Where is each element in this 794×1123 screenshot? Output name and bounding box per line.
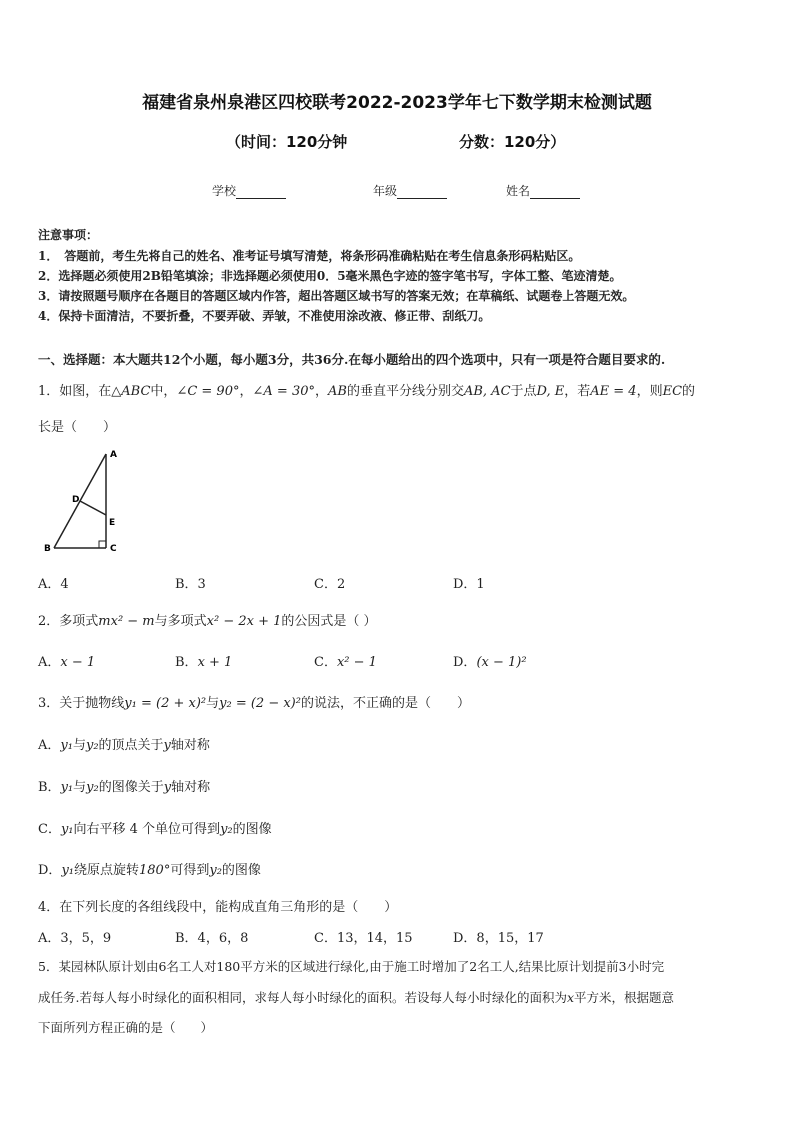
question-5-line2 xyxy=(38,988,674,1006)
option-math: y₂ xyxy=(85,738,99,753)
option-text: 与 xyxy=(72,738,86,753)
option-value: x − 1 xyxy=(60,655,96,670)
q1-option-a[interactable]: A．4 xyxy=(38,577,69,592)
q1-segment-ab: AB xyxy=(328,384,347,399)
q3-text: 的说法，不正确的是（ ） xyxy=(300,696,470,711)
notice-item: 1． 答题前，考生先将自己的姓名、准考证号填写清楚，将条形码准确粘贴在考生信息条形码粘贴区。 xyxy=(38,249,581,263)
option-text: 轴对称 xyxy=(170,738,210,753)
option-text: 与 xyxy=(73,780,87,795)
option-label: D． xyxy=(453,655,477,670)
q3-text: 3．关于抛物线 xyxy=(38,696,125,711)
notice-item: 4．保持卡面清洁，不要折叠，不要弄破、弄皱，不准使用涂改液、修正带、刮纸刀。 xyxy=(38,309,491,323)
q4-option-b[interactable]: B．4，6，8 xyxy=(175,931,249,946)
school-field xyxy=(212,182,286,199)
question-1-line2: 长是（ ） xyxy=(38,420,117,435)
q5-text: 成任务.若每人每小时绿化的面积相同，求每人每小时绿化的面积。若设每人每小时绿化的面积为 xyxy=(38,990,567,1005)
option-math: y₂ xyxy=(209,863,222,878)
exam-score: 分数：120分） xyxy=(459,133,566,151)
q2-poly-2: x² − 2x + 1 xyxy=(206,614,282,629)
option-math: y xyxy=(163,738,171,753)
option-label: C． xyxy=(38,822,61,837)
q1-segments: AB, AC xyxy=(463,384,511,399)
name-field xyxy=(506,182,580,199)
option-math: y xyxy=(163,780,172,795)
q4-option-c[interactable]: C．13，14，15 xyxy=(314,931,413,946)
section-heading: 一、选择题：本大题共12个小题，每小题3分，共36分.在每小题给出的四个选项中，只有一项是符合题目要求的. xyxy=(38,352,666,367)
question-4-stem: 4．在下列长度的各组线段中，能构成直角三角形的是（ ） xyxy=(38,900,398,915)
q1-text: 中， xyxy=(150,384,177,399)
name-blank[interactable] xyxy=(530,186,580,199)
q5-text: 平方米，根据题意 xyxy=(574,990,675,1005)
name-label: 姓名 xyxy=(506,184,531,198)
grade-field xyxy=(373,182,447,199)
q4-option-a[interactable]: A．3，5，9 xyxy=(38,931,112,946)
q5-variable: x xyxy=(566,990,575,1005)
option-text: 的顶点关于 xyxy=(98,738,164,753)
question-2-stem xyxy=(38,610,377,629)
exam-time: （时间：120分钟 xyxy=(226,133,348,151)
q1-triangle: △ABC xyxy=(111,384,151,399)
notice-heading: 注意事项： xyxy=(38,228,99,242)
q1-ae: AE = 4 xyxy=(590,384,637,399)
q2-text: 的公因式是（ ） xyxy=(281,614,377,629)
option-text: 绕原点旋转 xyxy=(74,863,140,878)
option-math: 180° xyxy=(139,863,171,878)
option-label: A． xyxy=(38,655,61,670)
option-text: 向右平移 4 个单位可得到 xyxy=(73,822,221,837)
q1-option-b[interactable]: B．3 xyxy=(175,577,206,592)
q3-option-d[interactable] xyxy=(38,859,261,878)
question-5-line1: 5．某园林队原计划由6名工人对180平方米的区域进行绿化,由于施工时增加了2名工人,结果比原计划提前3小时完 xyxy=(38,959,665,974)
q1-text: ， xyxy=(314,384,328,399)
school-label: 学校 xyxy=(212,184,237,198)
question-5-line3: 下面所列方程正确的是（ ） xyxy=(38,1020,214,1035)
page-title: 福建省泉州泉港区四校联考2022-2023学年七下数学期末检测试题 xyxy=(142,93,652,113)
q3-text: 与 xyxy=(206,696,220,711)
grade-label: 年级 xyxy=(373,184,398,198)
label-d: D xyxy=(72,495,80,505)
q1-option-c[interactable]: C．2 xyxy=(314,577,346,592)
right-angle-mark xyxy=(99,541,106,548)
option-math: y₂ xyxy=(220,822,233,837)
q1-text: 的 xyxy=(682,384,696,399)
q1-text: ， xyxy=(239,384,253,399)
q2-text: 2．多项式 xyxy=(38,614,99,629)
option-math: y₁ xyxy=(60,780,74,795)
notice-item: 2．选择题必须使用2B铅笔填涂；非选择题必须使用0．5毫米黑色字迹的签字笔书写，字体工整、笔迹清楚。 xyxy=(38,269,622,283)
q1-text: ，则 xyxy=(636,384,663,399)
option-text: 的图像 xyxy=(232,822,272,837)
grade-blank[interactable] xyxy=(397,186,447,199)
q2-option-a[interactable] xyxy=(38,651,95,670)
option-math: y₁ xyxy=(60,738,73,753)
option-math: y₁ xyxy=(61,863,74,878)
segment-de xyxy=(80,501,106,515)
option-label: A． xyxy=(38,738,61,753)
option-label: B． xyxy=(175,655,198,670)
notice-item: 3．请按照题号顺序在各题目的答题区域内作答，超出答题区域书写的答案无效；在草稿纸、试题卷上答题无效。 xyxy=(38,289,635,303)
option-value: x² − 1 xyxy=(336,655,377,670)
option-text: 的图像 xyxy=(221,863,261,878)
q1-angle-a: ∠A = 30° xyxy=(252,384,315,399)
label-b: B xyxy=(44,544,51,554)
label-c: C xyxy=(110,544,117,554)
q3-option-a[interactable] xyxy=(38,734,210,753)
option-label: D． xyxy=(38,863,62,878)
label-a: A xyxy=(110,450,117,460)
option-label: C． xyxy=(314,655,337,670)
q2-option-d[interactable] xyxy=(453,651,527,670)
q3-parabola-1: y₁ = (2 + x)² xyxy=(124,696,207,711)
q3-parabola-2: y₂ = (2 − x)² xyxy=(219,696,301,711)
q2-option-b[interactable] xyxy=(175,651,232,670)
q2-text: 与多项式 xyxy=(154,614,207,629)
q1-text: 1．如图，在 xyxy=(38,384,112,399)
option-text: 可得到 xyxy=(170,863,210,878)
question-3-stem xyxy=(38,692,470,711)
school-blank[interactable] xyxy=(236,186,286,199)
q3-option-c[interactable] xyxy=(38,818,272,837)
label-e: E xyxy=(109,518,116,528)
q4-option-d[interactable]: D．8，15，17 xyxy=(453,931,544,946)
q1-points: D, E xyxy=(536,384,565,399)
option-text: 轴对称 xyxy=(171,780,211,795)
q2-option-c[interactable] xyxy=(314,651,377,670)
q1-angle-c: ∠C = 90° xyxy=(176,384,240,399)
q1-text: 于点 xyxy=(510,384,537,399)
option-text: 的图像关于 xyxy=(98,780,164,795)
q1-option-d[interactable]: D．1 xyxy=(453,577,485,592)
triangle-figure xyxy=(36,444,136,560)
option-math: y₂ xyxy=(86,780,99,795)
option-value: (x − 1)² xyxy=(476,655,527,670)
q1-text: ，若 xyxy=(564,384,591,399)
option-label: B． xyxy=(38,780,61,795)
q2-poly-1: mx² − m xyxy=(98,614,155,629)
question-1-stem xyxy=(38,380,695,399)
option-value: x + 1 xyxy=(197,655,233,670)
q1-ec: EC xyxy=(662,384,683,399)
q1-text: 的垂直平分线分别交 xyxy=(346,384,464,399)
option-math: y₁ xyxy=(60,822,74,837)
q3-option-b[interactable] xyxy=(38,776,210,795)
